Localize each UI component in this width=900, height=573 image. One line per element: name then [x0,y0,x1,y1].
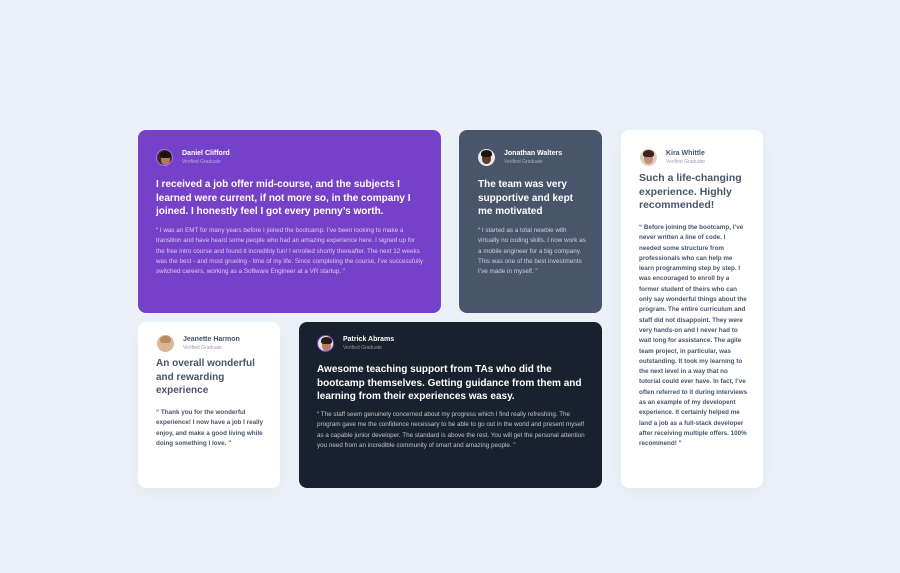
testimonial-card-jeanette [138,322,280,488]
author-name: Daniel Clifford [182,150,230,157]
testimonial-headline: The team was very supportive and kept me motivated [478,179,574,217]
testimonial-quote: “ I was an EMT for many years before I joined the bootcamp. I’ve been looking to make a transition and have heard some people who had an amazing experience here. I signed up for the free intro course and found it incredibly fun! I enrolled shortly thereafter. The next 12 weeks was the best - and most grueling - time of my life. Since completing the course, I’ve successfully switched careers, working as a Software Engineer at a VR startup. ” [156,227,424,276]
testimonial-header [317,335,394,352]
author-name: Jonathan Walters [504,150,563,157]
portrait-icon [640,149,657,166]
testimonial-headline: An overall wonderful and rewarding experience [156,358,255,396]
author-name: Patrick Abrams [343,336,395,343]
testimonial-header [640,149,705,166]
portrait-icon [157,335,174,352]
author-role: Verified Graduate [183,345,222,351]
testimonial-header [478,149,562,166]
portrait-icon [478,149,495,166]
testimonial-headline: Such a life-changing experience. Highly recommended! [639,172,742,211]
testimonial-header [156,149,230,166]
author-role: Verified Graduate [666,159,705,165]
testimonial-quote: “ Before joining the bootcamp, I’ve never written a line of code. I needed some structure from professionals who can help me learn programming step by step. I was encouraged to enroll by a former student of theirs who can only say wonderful things about the program. The entire curriculum and staff did not disappoint. They were very hands-on and I never had to wait long for assistance. The agile team project, in particular, was outstanding. It took my learning to the next level in a way that no tutorial could ever have. In fact, I’ve often referred to it during interviews as an example of my developent experience. It certainly helped me land a job as a full-stack developer after receiving multiple offers. 100% recommend! ” [639,224,748,448]
portrait-icon [317,335,334,352]
testimonial-card-patrick [299,322,602,488]
author-role: Verified Graduate [504,159,543,165]
testimonial-headline: Awesome teaching support from TAs who did the bootcamp themselves. Getting guidance from them and learning from their experiences was easy. [317,364,582,402]
testimonial-card-jonathan [459,130,602,313]
testimonial-header [157,335,240,352]
testimonial-card-kira [621,130,763,488]
author-name: Jeanette Harmon [183,336,240,343]
testimonial-card-daniel [138,130,441,313]
author-name: Kira Whittle [666,150,705,157]
portrait-icon [156,149,173,166]
testimonial-headline: I received a job offer mid-course, and the subjects I learned were current, if not more so, in the company I joined. I honestly feel I got every penny’s worth. [156,179,411,217]
testimonial-quote: “ I started as a total newbie with virtually no coding skills. I now work as a mobile engineer for a big company. This was one of the best investments I’ve made in myself. ” [478,227,586,276]
author-role: Verified Graduate [182,159,221,165]
testimonial-quote: “ Thank you for the wonderful experience! I now have a job I really enjoy, and make a good living while doing something I love. ” [156,409,264,447]
author-role: Verified Graduate [343,345,382,351]
testimonial-quote: “ The staff seem genuinely concerned about my progress which I find really refreshing. The program gave me the confidence necessary to be able to go out in the world and present myself as a capable junior developer. The standard is above the rest. You will get the personal attention you need from an incredible community of smart and amazing people. ” [317,411,585,449]
